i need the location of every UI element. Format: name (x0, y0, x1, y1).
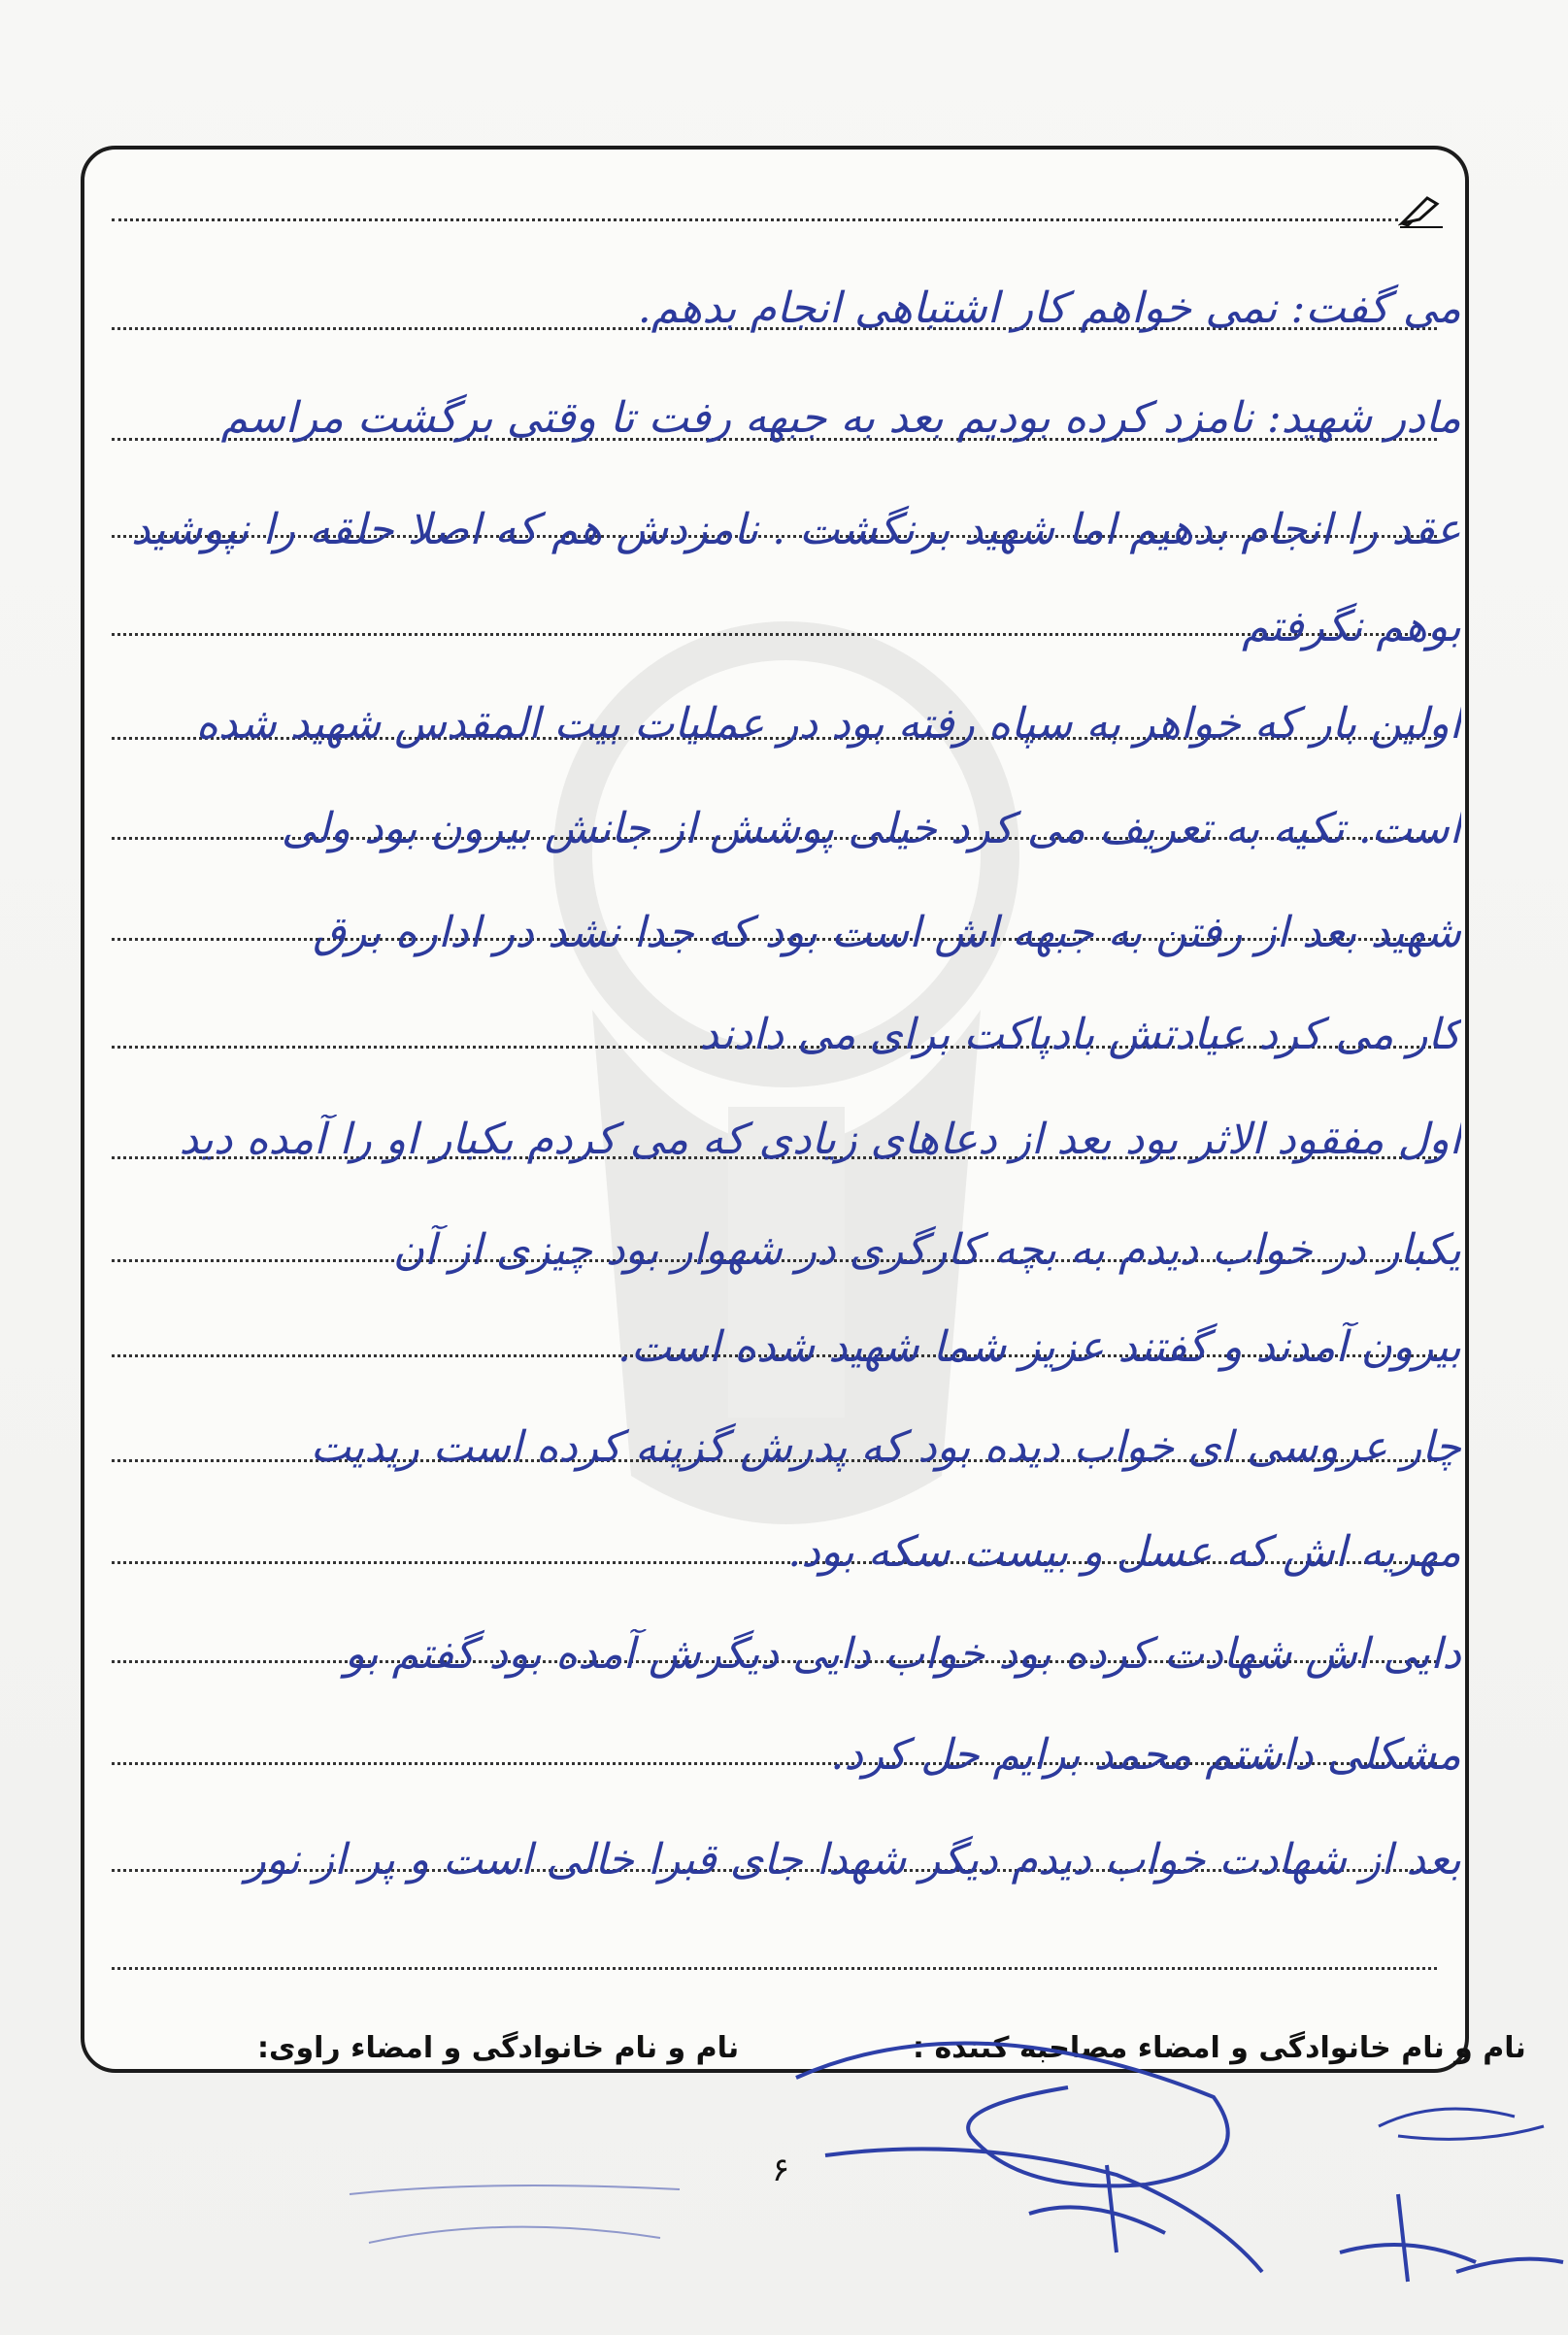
handwritten-line: اول مفقود الاثر بود بعد از دعاهای زیادی که می کردم یکبار او را آمده دید (179, 1115, 1461, 1164)
handwritten-line: مشکلی داشتم محمد برایم حل کرد. (830, 1730, 1461, 1780)
handwritten-line: است. تکیه به تعریف می کرد خیلی پوشش از جانش بیرون بود ولی (281, 804, 1461, 853)
narrator-signature-label: نام و نام خانوادگی و امضاء راوی: (257, 2031, 740, 2065)
ruled-line (112, 218, 1398, 221)
ruled-line (112, 1967, 1437, 1970)
interviewer-signature-label: نام و نام خانوادگی و امضاء مصاحبه کننده : (913, 2031, 1526, 2065)
handwritten-line: بیرون آمدند و گفتند عزیز شما شهید شده است. (617, 1322, 1461, 1372)
handwritten-line: مادر شهید: نامزد کرده بودیم بعد به جبهه رفت تا وقتی برگشت مراسم (220, 393, 1461, 443)
handwritten-line: بوهم نگرفتم (1242, 602, 1461, 651)
handwritten-line: اولین بار که خواهر به سپاه رفته بود در عملیات بیت المقدس شهید شده (195, 699, 1461, 749)
handwritten-line: یکبار در خواب دیدم به بچه کارگری در شهوار بود چیزی از آن (392, 1225, 1461, 1275)
handwritten-line: بعد از شهادت خواب دیدم دیگر شهدا جای قبرا خالی است و پر از نور (245, 1835, 1461, 1885)
pen-icon (1398, 194, 1445, 229)
handwritten-line: چار عروسی ای خواب دیده بود که پدرش گزینه کرده است ریدیت (310, 1422, 1461, 1472)
handwritten-line: می گفت: نمی خواهم کار اشتباهی انجام بدهم. (637, 284, 1461, 333)
handwritten-line: شهید بعد از رفتن به جبهه اش است بود که جدا نشد در اداره برق (313, 908, 1461, 957)
handwritten-line: دایی اش شهادت کرده بود خواب دایی دیگرش آمده بود گفتم بو (344, 1629, 1461, 1679)
handwritten-line: مهریه اش که عسل و بیست سکه بود. (787, 1527, 1461, 1577)
page-number: ۶ (772, 2151, 790, 2189)
handwritten-line: کار می کرد عیادتش بادپاکت برای می دادند (699, 1010, 1461, 1059)
handwritten-line: عقد را انجام بدهیم اما شهید برنگشت . نامزدش هم که اصلا حلقه را نپوشید (131, 505, 1461, 554)
